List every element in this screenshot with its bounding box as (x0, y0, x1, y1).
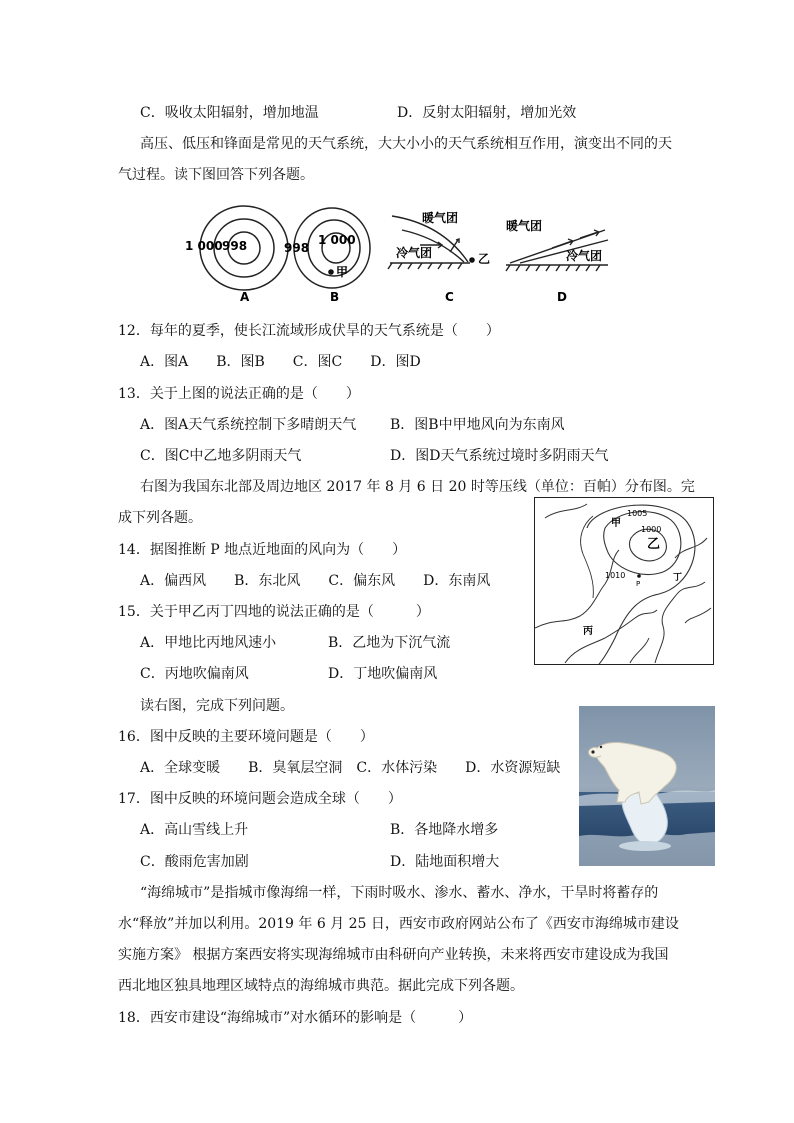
figure-d-warm-label: 暖气团 (506, 219, 543, 233)
q15-option-b: B．乙地为下沉气流 (328, 635, 451, 651)
q11-option-c: C．吸收太阳辐射，增加地温 (140, 105, 319, 121)
intro-photo: 读右图，完成下列问题。 (140, 698, 294, 714)
intro-map-line2: 成下列各题。 (118, 510, 202, 526)
polar-bear-illustration (579, 706, 715, 866)
isobar-label-1000: 1000 (641, 525, 662, 534)
isobar-label-1005: 1005 (627, 509, 648, 518)
intro-sponge-line2: 水“释放”并加以利用。2019 年 6 月 25 日，西安市政府网站公布了《西安市海绵城市建设 (118, 916, 679, 932)
figure-label-a: A (240, 290, 250, 304)
q11-option-d: D．反射太阳辐射，增加光效 (397, 105, 577, 121)
isobar-map (534, 497, 714, 665)
q17-option-c: C．酸雨危害加剧 (140, 854, 249, 870)
intro-weather-line2: 气过程。读下图回答下列各题。 (118, 167, 314, 183)
intro-map-line1: 右图为我国东北部及周边地区 2017 年 8 月 6 日 20 时等压线（单位：百帕）分布图。完 (140, 479, 695, 495)
q15-option-c: C．丙地吹偏南风 (140, 666, 249, 682)
q13-option-a: A．图A天气系统控制下多晴朗天气 (140, 417, 357, 433)
intro-sponge-line1: “海绵城市”是指城市像海绵一样，下雨时吸水、渗水、蓄水、净水，干旱时将蓄存的 (140, 885, 659, 901)
figure-b-point-jia (328, 269, 334, 275)
intro-sponge-line4: 西北地区独具地理区域特点的海绵城市典范。据此完成下列各题。 (118, 978, 524, 994)
map-point-p: P (636, 580, 641, 588)
q13-option-b: B．图B中甲地风向为东南风 (390, 417, 565, 433)
q13-option-c: C．图C中乙地多阴雨天气 (140, 448, 302, 464)
figure-label-b: B (330, 290, 340, 304)
q14-stem: 14．据图推断 P 地点近地面的风向为（ ） (118, 542, 407, 558)
intro-weather-line1: 高压、低压和锋面是常见的天气系统，大大小小的天气系统相互作用，演变出不同的天 (140, 136, 672, 152)
figure-b-inner-value: 1 000 (318, 233, 356, 247)
map-point-bing: 丙 (583, 626, 593, 637)
q17-option-a: A．高山雪线上升 (140, 822, 249, 838)
q13-option-d: D．图D天气系统过境时多阴雨天气 (390, 448, 609, 464)
q12-options: A．图A B．图B C．图C D．图D (140, 354, 421, 370)
map-point-jia: 甲 (611, 518, 621, 529)
map-point-p-marker (637, 574, 641, 578)
isobar-map-drawing (535, 498, 713, 664)
map-point-yi: 乙 (647, 537, 661, 552)
q16-options: A．全球变暖 B．臭氧层空洞 C．水体污染 D．水资源短缺 (140, 760, 561, 776)
q18-stem: 18．西安市建设“海绵城市”对水循环的影响是（ ） (118, 1010, 473, 1026)
q14-options: A．偏西风 B．东北风 C．偏东风 D．东南风 (140, 573, 491, 589)
figure-c-warm-label: 暖气团 (422, 211, 459, 225)
figure-b-outer-value: 998 (284, 241, 310, 255)
figure-a-inner-value: 998 (222, 239, 248, 253)
q17-option-b: B．各地降水增多 (390, 822, 499, 838)
q17-option-d: D．陆地面积增大 (390, 854, 500, 870)
q15-option-d: D．丁地吹偏南风 (328, 666, 438, 682)
q12-stem: 12．每年的夏季，使长江流域形成伏旱的天气系统是（ ） (118, 323, 500, 339)
figure-a-outer-value: 1 000 (185, 239, 223, 253)
polar-bear-photo (579, 706, 715, 866)
q15-stem: 15．关于甲乙丙丁四地的说法正确的是（ ） (118, 604, 430, 620)
figure-b-point-label: 甲 (336, 265, 349, 279)
figure-c-point-yi (469, 257, 475, 263)
q15-option-a: A．甲地比丙地风速小 (140, 635, 277, 651)
q13-stem: 13．关于上图的说法正确的是（ ） (118, 386, 360, 402)
figure-label-d: D (557, 290, 567, 304)
q16-stem: 16．图中反映的主要环境问题是（ ） (118, 729, 374, 745)
figure-c-point-label: 乙 (478, 252, 491, 266)
figure-label-c: C (445, 290, 454, 304)
isobar-label-1010: 1010 (605, 571, 626, 580)
intro-sponge-line3: 实施方案》 根据方案西安将实现海绵城市由科研向产业转换，未来将西安市建设成为我国 (118, 947, 669, 963)
weather-systems-figure (180, 200, 620, 310)
map-point-ding: 丁 (673, 573, 683, 583)
figure-d-cold-label: 冷气团 (566, 249, 603, 263)
figure-c-cold-label: 冷气团 (396, 246, 433, 260)
q17-stem: 17．图中反映的环境问题会造成全球（ ） (118, 791, 402, 807)
